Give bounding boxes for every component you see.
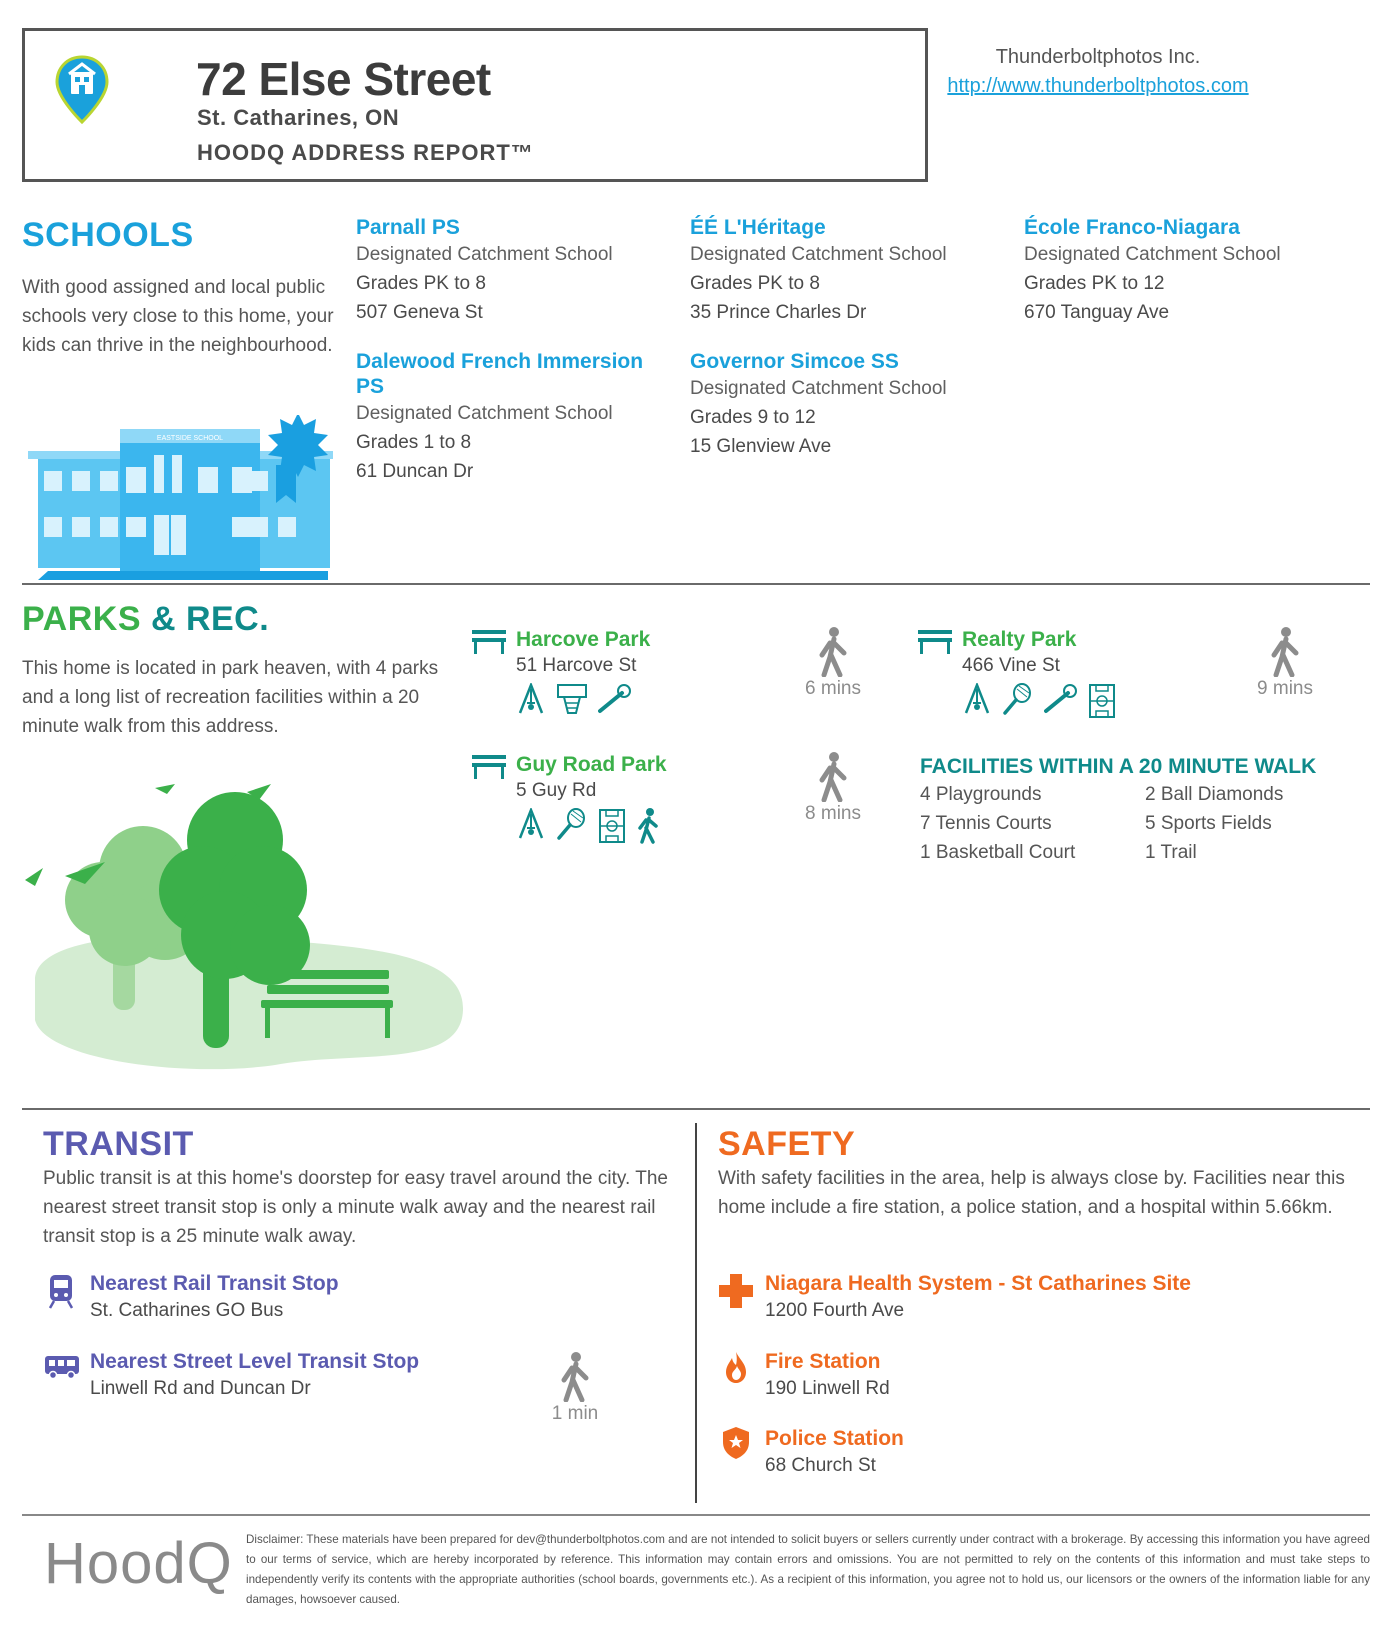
safety-facility-address: 1200 Fourth Ave <box>765 1300 905 1321</box>
facility-item: 5 Sports Fields <box>1145 813 1272 834</box>
facility-item: 2 Ball Diamonds <box>1145 784 1284 805</box>
walk-time: 6 mins <box>805 678 861 699</box>
school-sign-text: EASTSIDE SCHOOL <box>156 435 224 442</box>
hoodq-logo: HoodQ <box>44 1531 233 1596</box>
baseball-icon <box>598 683 632 715</box>
safety-facility-name[interactable]: Fire Station <box>765 1350 881 1373</box>
school-address: 670 Tanguay Ave <box>1024 302 1170 323</box>
rail-transit-stop: St. Catharines GO Bus <box>90 1300 284 1321</box>
transit-description: Public transit is at this home's doorstep for easy travel around the city. The nearest street transit stop is only a minute walk away and the nearest rail transit stop is a 25 minute walk away. <box>43 1168 668 1247</box>
park-bench-icon <box>472 755 506 779</box>
school-grades: Grades PK to 8 <box>356 273 486 294</box>
park-address: 51 Harcove St <box>516 655 637 676</box>
address-city: St. Catharines, ON <box>197 105 400 130</box>
park-entry[interactable] <box>516 627 650 715</box>
school-grades: Grades 9 to 12 <box>690 407 816 428</box>
parks-title-word: PARKS <box>22 600 141 638</box>
school-grades: Grades PK to 12 <box>1024 273 1165 294</box>
safety-entry[interactable] <box>765 1427 904 1477</box>
safety-facility-address: 68 Church St <box>765 1455 876 1476</box>
park-bench-icon <box>472 630 506 654</box>
school-type: Designated Catchment School <box>1024 244 1281 265</box>
rail-transit-label[interactable]: Nearest Rail Transit Stop <box>90 1272 339 1295</box>
tennis-icon <box>556 808 588 840</box>
facility-item: 4 Playgrounds <box>920 784 1042 805</box>
park-address: 466 Vine St <box>962 655 1060 676</box>
schools-section-title: SCHOOLS <box>22 216 194 254</box>
school-address: 35 Prince Charles Dr <box>690 302 867 323</box>
school-entry[interactable] <box>356 215 666 327</box>
school-building-illustration <box>28 415 348 580</box>
tennis-icon <box>1002 683 1034 715</box>
walk-time: 8 mins <box>805 803 861 824</box>
park-name[interactable]: Realty Park <box>962 628 1077 651</box>
park-bench-icon <box>918 630 952 654</box>
school-type: Designated Catchment School <box>690 378 947 399</box>
street-transit-label[interactable]: Nearest Street Level Transit Stop <box>90 1350 420 1373</box>
bus-icon <box>44 1354 80 1380</box>
section-divider <box>22 1108 1370 1110</box>
walk-time: 9 mins <box>1257 678 1313 699</box>
park-illustration <box>25 780 465 1080</box>
playground-icon <box>516 683 546 715</box>
park-address: 5 Guy Rd <box>516 780 597 801</box>
section-divider <box>22 583 1370 585</box>
school-name[interactable]: École Franco-Niagara <box>1024 216 1240 239</box>
park-entry[interactable] <box>962 627 1116 719</box>
school-grades: Grades 1 to 8 <box>356 432 472 453</box>
park-entry[interactable] <box>516 752 667 844</box>
facility-item: 1 Trail <box>1145 842 1197 863</box>
school-type: Designated Catchment School <box>356 244 613 265</box>
safety-description: With safety facilities in the area, help is always close by. Facilities near this home include a fire station, a police station, and a hospital within 5.66km. <box>718 1168 1345 1218</box>
walk-time: 1 min <box>551 1403 599 1424</box>
school-grades: Grades PK to 8 <box>690 273 820 294</box>
school-entry[interactable] <box>690 349 1000 461</box>
trail-icon <box>636 808 660 844</box>
sports-field-icon <box>598 808 626 844</box>
police-badge-icon <box>722 1426 750 1460</box>
safety-entry[interactable] <box>765 1350 890 1400</box>
park-name[interactable]: Guy Road Park <box>516 753 667 776</box>
school-entry[interactable] <box>1024 215 1334 327</box>
safety-section-title: SAFETY <box>718 1125 856 1163</box>
hospital-cross-icon <box>718 1273 754 1309</box>
safety-facility-address: 190 Linwell Rd <box>765 1378 890 1399</box>
walking-person-icon <box>560 1352 590 1402</box>
school-address: 15 Glenview Ave <box>690 436 832 457</box>
flame-icon <box>724 1350 748 1384</box>
playground-icon <box>962 683 992 715</box>
safety-facility-name[interactable]: Police Station <box>765 1427 904 1450</box>
facility-item: 1 Basketball Court <box>920 842 1076 863</box>
school-type: Designated Catchment School <box>690 244 947 265</box>
train-icon <box>48 1273 74 1309</box>
basketball-icon <box>556 683 588 715</box>
rec-title-word: & REC. <box>150 600 270 638</box>
school-name[interactable]: Parnall PS <box>356 216 460 239</box>
schools-description: With good assigned and local public schools very close to this home, your kids can thrive in the neighbourhood. <box>22 277 334 356</box>
park-name[interactable]: Harcove Park <box>516 628 651 651</box>
street-transit-entry[interactable] <box>90 1350 419 1400</box>
baseball-icon <box>1044 683 1078 715</box>
report-name: HOODQ ADDRESS REPORT™ <box>197 140 534 165</box>
address-title: 72 Else Street <box>196 53 491 105</box>
safety-entry[interactable] <box>765 1272 1191 1322</box>
company-url-link[interactable]: http://www.thunderboltphotos.com <box>947 75 1249 97</box>
school-name[interactable]: Dalewood French Immersion PS <box>356 350 644 398</box>
parks-description: This home is located in park heaven, with 4 parks and a long list of recreation facilities within a 20 minute walk from this address. <box>22 658 439 737</box>
facility-item: 7 Tennis Courts <box>920 813 1052 834</box>
home-location-pin-icon <box>54 54 110 126</box>
walking-person-icon <box>818 627 848 677</box>
school-address: 61 Duncan Dr <box>356 461 474 482</box>
school-address: 507 Geneva St <box>356 302 483 323</box>
school-type: Designated Catchment School <box>356 403 613 424</box>
school-entry[interactable] <box>356 349 666 486</box>
sports-field-icon <box>1088 683 1116 719</box>
playground-icon <box>516 808 546 840</box>
facilities-list <box>920 780 1370 867</box>
footer-divider <box>22 1514 1370 1516</box>
school-entry[interactable] <box>690 215 1000 327</box>
street-transit-stop: Linwell Rd and Duncan Dr <box>90 1378 311 1399</box>
column-divider <box>695 1123 697 1503</box>
safety-facility-name[interactable]: Niagara Health System - St Catharines Site <box>765 1272 1191 1295</box>
company-name: Thunderboltphotos Inc. <box>995 46 1201 68</box>
school-name[interactable]: Governor Simcoe SS <box>690 350 899 373</box>
walking-person-icon <box>1270 627 1300 677</box>
rail-transit-entry[interactable] <box>90 1272 339 1322</box>
disclaimer-text: Disclaimer: These materials have been prepared for dev@thunderboltphotos.com and are not intended to solicit buyers or sellers currently under contract with a brokerage. By accessing this information you have agreed to our terms of service, which are hereby incorporated by reference. This information may contain errors and omissions. You are not permitted to rely on the contents of this information and must take steps to independently verify its contents with the appropriate authorities (school boards, governments etc.). As a recipient of this information, you agree not to hold us, our licensors or the owners of the information liable for any damages, howsoever caused. <box>246 1533 1370 1606</box>
facilities-title: FACILITIES WITHIN A 20 MINUTE WALK <box>920 755 1317 778</box>
transit-section-title: TRANSIT <box>43 1125 194 1163</box>
parks-section-title <box>22 600 269 639</box>
walking-person-icon <box>818 752 848 802</box>
school-name[interactable]: ÉÉ L'Héritage <box>690 216 826 239</box>
